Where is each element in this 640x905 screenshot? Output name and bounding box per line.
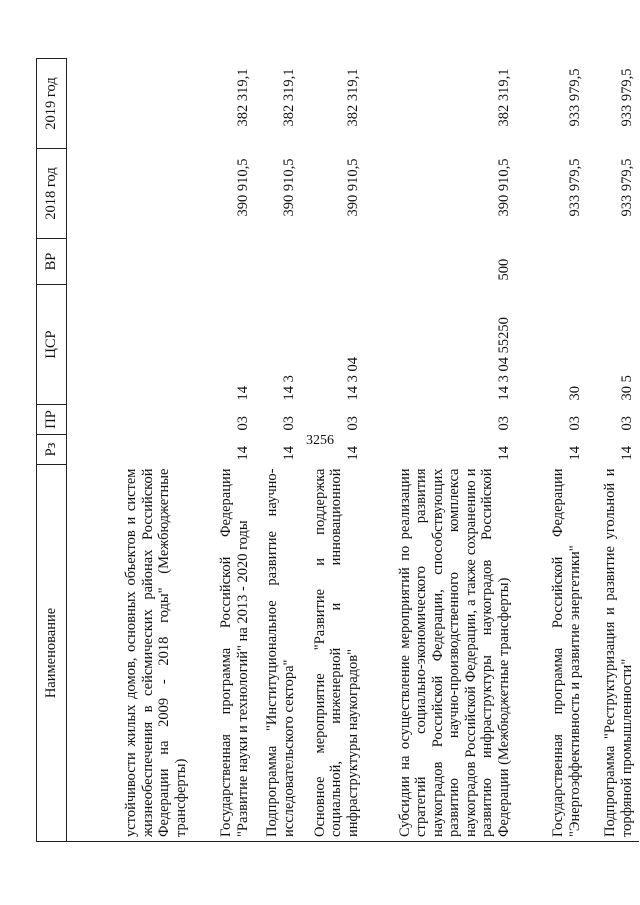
row-vr	[587, 239, 639, 285]
row-rz	[67, 435, 194, 465]
row-csr: 30 5	[618, 375, 635, 401]
row-vr: 500	[495, 258, 512, 281]
header-2018: 2018 год	[37, 149, 67, 239]
row-2019: 382 319,1	[344, 68, 361, 127]
row-name: Субсидии на осуществление мероприятий по реализации стратегий социально-экономического развития наукоградов Российской Федерации, способствующих развитию научно-производственного комплекса наукоградов Российской Федерации, а также сохранению и развитию инфраструктуры наукоградов Российской Федерации (Межбюджетные трансферты)	[365, 465, 516, 842]
header-vr: ВР	[37, 239, 67, 285]
row-name: Государственная программа Российской Федерации "Энергоэффективность и развитие энергетики"	[516, 465, 587, 842]
row-rz: 14	[618, 446, 635, 461]
row-2018: 390 910,5	[280, 158, 297, 217]
row-2019: 382 319,1	[495, 68, 512, 127]
row-2019	[67, 59, 194, 149]
row-2018: 390 910,5	[495, 158, 512, 217]
row-2018	[67, 149, 194, 239]
row-2019: 933 979,5	[566, 68, 583, 127]
row-rz: 14	[280, 446, 297, 461]
row-pr: 03	[618, 416, 635, 431]
row-2018: 933 979,5	[566, 158, 583, 217]
row-csr: 14 3 04 55250	[495, 317, 512, 401]
row-vr	[255, 239, 301, 285]
table-row	[516, 59, 587, 842]
header-2019: 2019 год	[37, 59, 67, 149]
row-rz: 14	[566, 446, 583, 461]
header-name: Наименование	[37, 465, 67, 842]
row-csr	[67, 285, 194, 405]
row-rz: 14	[495, 446, 512, 461]
header-pr: ПР	[37, 405, 67, 435]
row-rz: 14	[234, 446, 251, 461]
row-name: Подпрограмма "Реструктуризация и развитие угольной и торфяной промышленности"	[587, 465, 639, 842]
row-2019: 933 979,5	[618, 68, 635, 127]
table-row	[193, 59, 255, 842]
table-row	[67, 59, 194, 842]
row-2019: 382 319,1	[280, 68, 297, 127]
table-row	[301, 59, 365, 842]
row-2019: 382 319,1	[234, 68, 251, 127]
row-name: устойчивости жилых домов, основных объектов и систем жизнеобеспечения в сейсмических районах Российской Федерации на 2009 - 2018 годы" (Межбюджетные трансферты)	[67, 465, 194, 842]
row-pr	[67, 405, 194, 435]
row-vr	[67, 239, 194, 285]
table-row	[587, 59, 639, 842]
row-pr: 03	[280, 416, 297, 431]
row-csr: 14 3 04	[344, 357, 361, 401]
row-name: Государственная программа Российской Федерации "Развитие науки и технологий" на 2013 - 2020 годы	[193, 465, 255, 842]
row-csr: 14	[234, 386, 251, 401]
row-pr: 03	[234, 416, 251, 431]
row-pr: 03	[566, 416, 583, 431]
row-2018: 390 910,5	[344, 158, 361, 217]
row-pr: 03	[495, 416, 512, 431]
row-pr: 03	[344, 416, 361, 431]
row-vr	[301, 239, 365, 285]
row-vr	[516, 239, 587, 285]
row-name: Подпрограмма "Институциональное развитие научно-исследовательского сектора"	[255, 465, 301, 842]
row-csr: 14 3	[280, 375, 297, 401]
row-csr: 30	[566, 386, 583, 401]
row-vr	[193, 239, 255, 285]
page-number: 3256	[306, 433, 334, 448]
row-2018: 933 979,5	[618, 158, 635, 217]
row-name: Основное мероприятие "Развитие и поддержка социальной, инженерной и инновационной инфраструктуры наукоградов"	[301, 465, 365, 842]
header-csr: ЦСР	[37, 285, 67, 405]
table-header-row	[37, 59, 67, 842]
table-row	[365, 59, 516, 842]
table-row	[255, 59, 301, 842]
rotated-table-container	[36, 59, 635, 842]
row-rz: 14	[344, 446, 361, 461]
row-2018: 390 910,5	[234, 158, 251, 217]
budget-table	[36, 58, 639, 842]
header-rz: Рз	[37, 435, 67, 465]
